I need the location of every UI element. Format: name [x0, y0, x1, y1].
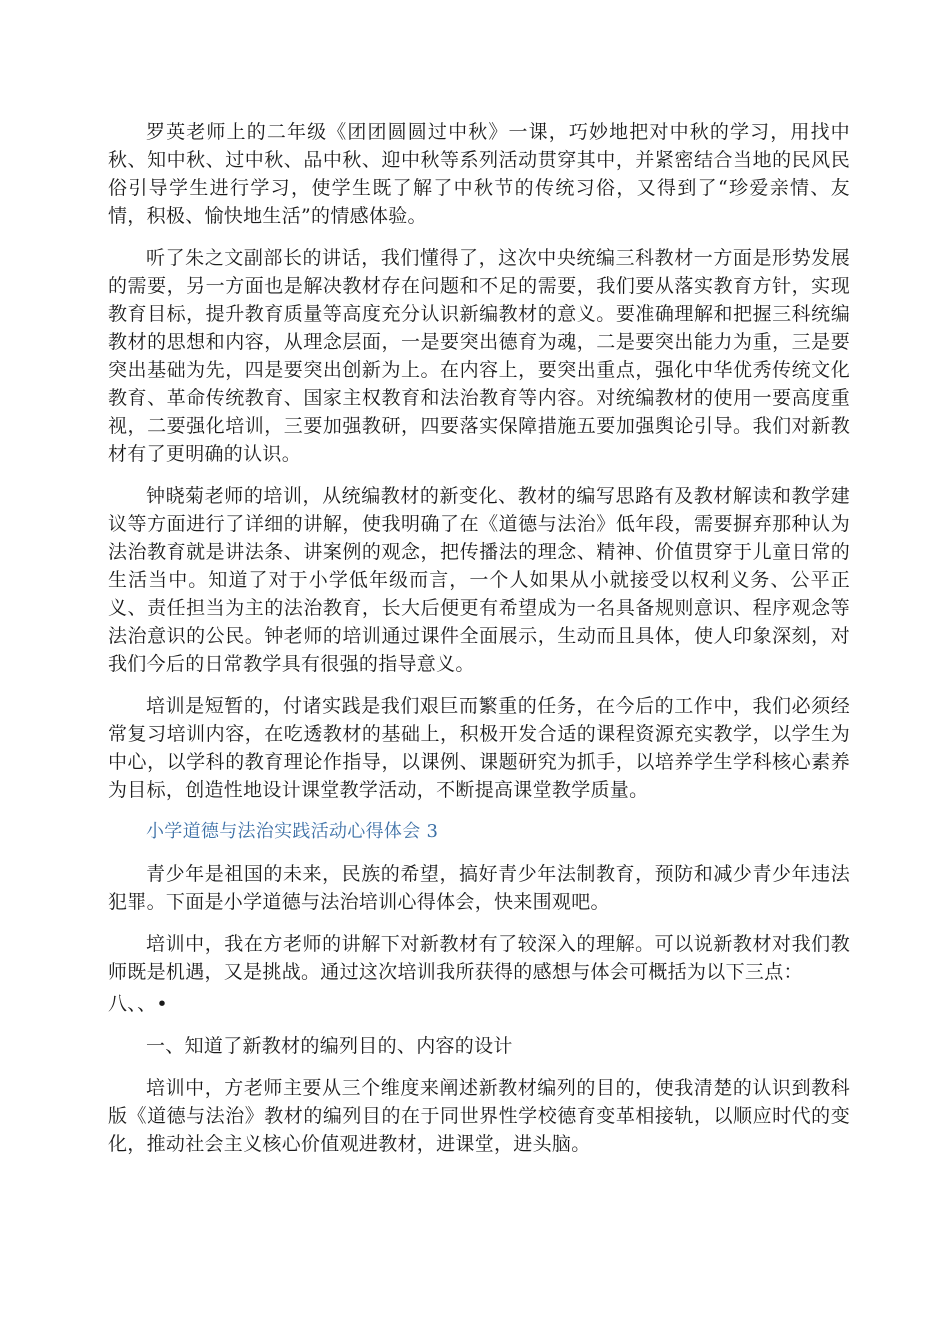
document-body: [108, 118, 850, 1172]
paragraph-8: 培训中，方老师主要从三个维度来阐述新教材编列的目的，使我清楚的认识到教科版《道德与法治》教材的编列目的在于同世界性学校德育变革相接轨，以顺应时代的变化，推动社会主义核心价值观进教材，进课堂，进头脑。: [108, 1077, 850, 1155]
paragraph-1: 罗英老师上的二年级《团团圆圆过中秋》一课，巧妙地把对中秋的学习，用找中秋、知中秋、过中秋、品中秋、迎中秋等系列活动贯穿其中，并紧密结合当地的民风民俗引导学生进行学习，使学生既了解了中秋节的传统习俗，又得到了“珍爱亲情、友情，积极、愉快地生活”的情感体验。: [108, 121, 850, 227]
list-fragment: 八、、•: [108, 993, 168, 1015]
paragraph-2: 听了朱之文副部长的讲话，我们懂得了，这次中央统编三科教材一方面是形势发展的需要，另一方面也是解决教材存在问题和不足的需要，我们要从落实教育方针，实现教育目标，提升教育质量等高度充分认识新编教材的意义。要准确理解和把握三科统编教材的思想和内容，从理念层面，一是要突出德育为魂，二是要突出能力为重，三是要突出基础为先，四是要突出创新为上。在内容上，要突出重点，强化中华优秀传统文化教育、革命传统教育、国家主权教育和法治教育等内容。对统编教材的使用一要高度重视，二要强化培训，三要加强教研，四要落实保障措施五要加强舆论引导。我们对新教材有了更明确的认识。: [108, 247, 850, 465]
paragraph-5: 青少年是祖国的未来，民族的希望，搞好青少年法制教育，预防和减少青少年违法犯罪。下面是小学道德与法治培训心得体会，快来围观吧。: [108, 863, 850, 913]
paragraph-4: 培训是短暂的，付诸实践是我们艰巨而繁重的任务，在今后的工作中，我们必须经常复习培训内容，在吃透教材的基础上，积极开发合适的课程资源充实教学，以学生为中心，以学科的教育理论作指导，以课例、课题研究为抓手，以培养学生学科核心素养为目标，创造性地设计课堂教学活动，不断提高课堂教学质量。: [108, 695, 850, 801]
paragraph-6: 培训中，我在方老师的讲解下对新教材有了较深入的理解。可以说新教材对我们教师既是机遇，又是挑战。通过这次培训我所获得的感想与体会可概括为以下三点：: [108, 933, 850, 983]
section-heading: 小学道德与法治实践活动心得体会 3: [146, 821, 439, 842]
paragraph-3: 钟晓菊老师的培训，从统编教材的新变化、教材的编写思路有及教材解读和教学建议等方面进行了详细的讲解，使我明确了在《道德与法治》低年段，需要摒弃那种认为法治教育就是讲法条、讲案例的观念，把传播法的理念、精神、价值贯穿于儿童日常的生活当中。知道了对于小学低年级而言，一个人如果从小就接受以权利义务、公平正义、责任担当为主的法治教育，长大后便更有希望成为一名具备规则意识、程序观念等法治意识的公民。钟老师的培训通过课件全面展示，生动而且具体，使人印象深刻，对我们今后的日常教学具有很强的指导意义。: [108, 485, 850, 675]
subheading-1: 一、知道了新教材的编列目的、内容的设计: [146, 1035, 513, 1057]
